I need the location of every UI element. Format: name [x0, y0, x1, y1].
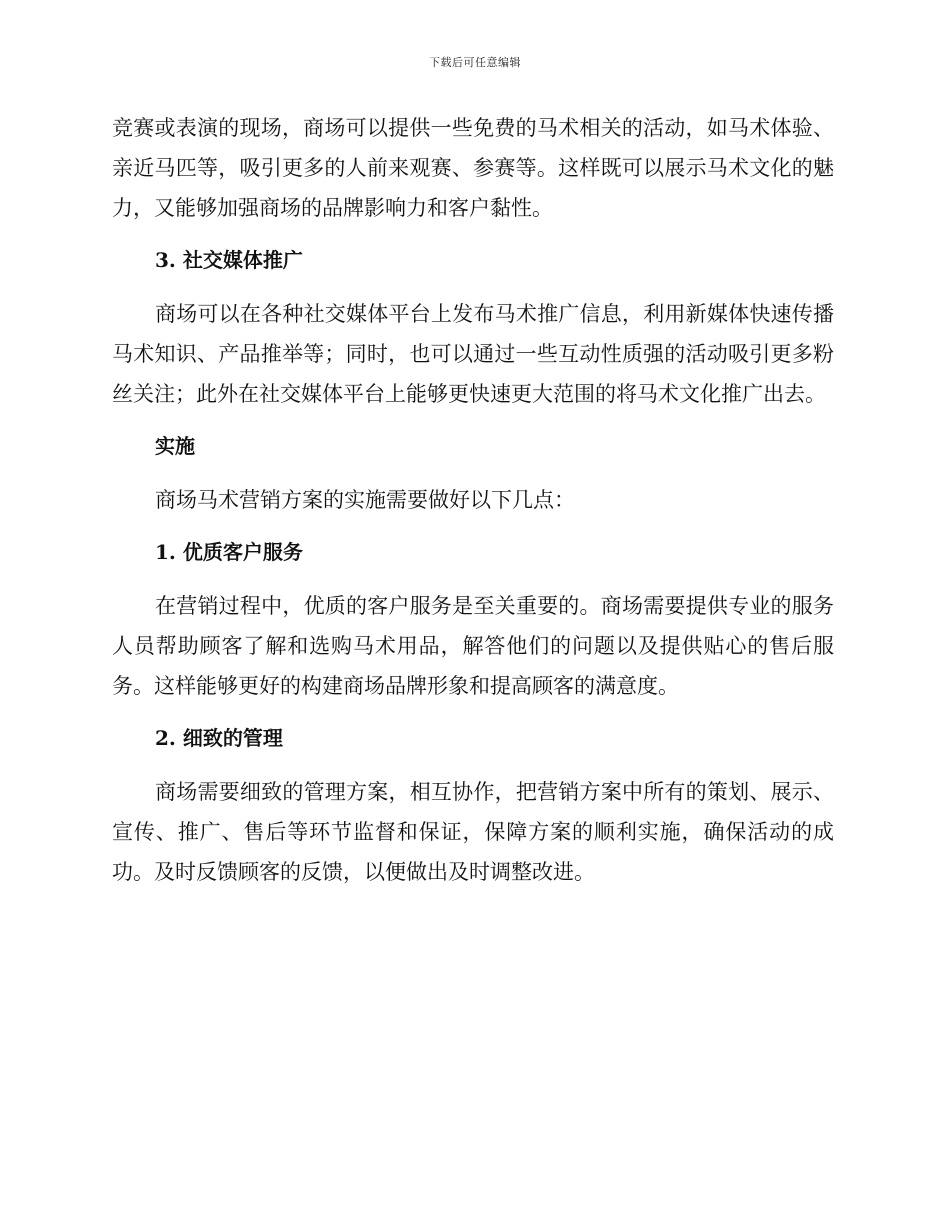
header-note: 下载后可任意编辑: [429, 56, 521, 69]
paragraph-management: 商场需要细致的管理方案，相互协作，把营销方案中所有的策划、展示、宣传、推广、售后等环节监督和保证，保障方案的顺利实施，确保活动的成功。及时反馈顾客的反馈，以便做出及时调整改进。: [112, 780, 834, 884]
paragraph-social-media: 商场可以在各种社交媒体平台上发布马术推广信息，利用新媒体快速传播马术知识、产品推举等；同时，也可以通过一些互动性质强的活动吸引更多粉丝关注；此外在社交媒体平台上能够更快速更大范围的将马术文化推广出去。: [112, 302, 834, 406]
paragraph-continued: 竞赛或表演的现场，商场可以提供一些免费的马术相关的活动，如马术体验、亲近马匹等，吸引更多的人前来观赛、参赛等。这样既可以展示马术文化的魅力，又能够加强商场的品牌影响力和客户黏性。: [112, 116, 834, 220]
heading-management: 2. 细致的管理: [155, 726, 283, 750]
paragraph-implementation: 商场马术营销方案的实施需要做好以下几点：: [155, 488, 575, 512]
heading-social-media: 3. 社交媒体推广: [155, 248, 303, 272]
heading-implementation: 实施: [155, 434, 195, 458]
document-body: [112, 108, 834, 904]
paragraph-customer-service: 在营销过程中，优质的客户服务是至关重要的。商场需要提供专业的服务人员帮助顾客了解和选购马术用品，解答他们的问题以及提供贴心的售后服务。这样能够更好的构建商场品牌形象和提高顾客的满意度。: [112, 594, 834, 698]
heading-customer-service: 1. 优质客户服务: [155, 540, 303, 564]
